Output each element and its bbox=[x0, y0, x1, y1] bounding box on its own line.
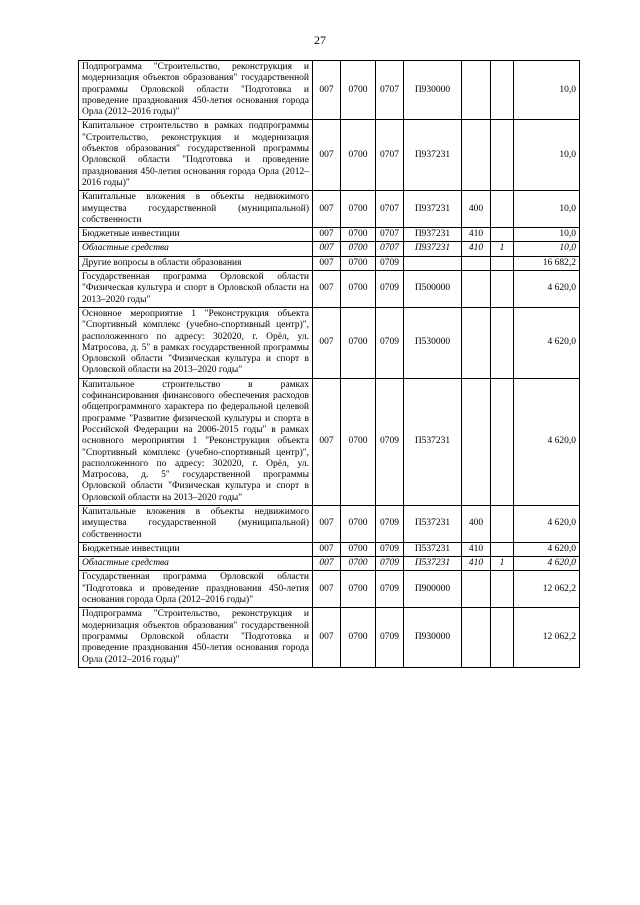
row-description: Бюджетные инвестиции bbox=[79, 542, 313, 556]
row-funding-source bbox=[491, 608, 514, 667]
row-department-code: 007 bbox=[313, 608, 341, 667]
row-expense-type: 410 bbox=[462, 228, 491, 242]
row-subsection-code: 0709 bbox=[376, 307, 404, 378]
table-row bbox=[79, 557, 580, 571]
row-target-article bbox=[404, 256, 462, 270]
row-department-code: 007 bbox=[313, 307, 341, 378]
table-row bbox=[79, 120, 580, 191]
row-subsection-code: 0707 bbox=[376, 228, 404, 242]
row-description: Основное мероприятие 1 "Реконструкция объекта "Спортивный комплекс (учебно-спортивный центр)", расположенного по адресу: 302020, г. Орёл, ул. Матросова, д. 5" в рамках государственной программы Орловской области "Физическая культура и спорт в Орловской области на 2013–2020 годы" bbox=[79, 307, 313, 378]
row-subsection-code: 0707 bbox=[376, 242, 404, 256]
row-funding-source: 1 bbox=[491, 242, 514, 256]
row-target-article: П937231 bbox=[404, 228, 462, 242]
row-section-code: 0700 bbox=[341, 378, 376, 505]
row-section-code: 0700 bbox=[341, 242, 376, 256]
row-amount: 12 062,2 bbox=[514, 571, 580, 608]
row-section-code: 0700 bbox=[341, 571, 376, 608]
row-description: Капитальное строительство в рамках подпрограммы "Строительство, реконструкция и модернизация объектов образования" государственной программы Орловской области "Подготовка и проведение празднования 450-летия основания города Орла (2012–2016 годы)" bbox=[79, 120, 313, 191]
table-row bbox=[79, 571, 580, 608]
row-target-article: П900000 bbox=[404, 571, 462, 608]
row-expense-type: 400 bbox=[462, 505, 491, 542]
row-subsection-code: 0707 bbox=[376, 120, 404, 191]
row-department-code: 007 bbox=[313, 505, 341, 542]
row-department-code: 007 bbox=[313, 571, 341, 608]
row-target-article: П937231 bbox=[404, 120, 462, 191]
row-department-code: 007 bbox=[313, 228, 341, 242]
row-department-code: 007 bbox=[313, 256, 341, 270]
row-section-code: 0700 bbox=[341, 120, 376, 191]
row-expense-type: 410 bbox=[462, 557, 491, 571]
row-description: Областные средства bbox=[79, 242, 313, 256]
row-subsection-code: 0709 bbox=[376, 542, 404, 556]
row-funding-source bbox=[491, 571, 514, 608]
row-department-code: 007 bbox=[313, 61, 341, 120]
row-section-code: 0700 bbox=[341, 256, 376, 270]
row-subsection-code: 0709 bbox=[376, 505, 404, 542]
row-expense-type: 410 bbox=[462, 542, 491, 556]
row-description: Капитальные вложения в объекты недвижимого имущества государственной (муниципальной) собственности bbox=[79, 191, 313, 228]
budget-table-body bbox=[79, 61, 580, 668]
row-subsection-code: 0709 bbox=[376, 256, 404, 270]
row-description: Областные средства bbox=[79, 557, 313, 571]
row-section-code: 0700 bbox=[341, 505, 376, 542]
row-funding-source bbox=[491, 191, 514, 228]
row-amount: 10,0 bbox=[514, 120, 580, 191]
row-target-article: П537231 bbox=[404, 557, 462, 571]
row-amount: 10,0 bbox=[514, 242, 580, 256]
row-section-code: 0700 bbox=[341, 228, 376, 242]
table-row bbox=[79, 307, 580, 378]
row-target-article: П500000 bbox=[404, 271, 462, 308]
row-description: Капитальные вложения в объекты недвижимого имущества государственной (муниципальной) собственности bbox=[79, 505, 313, 542]
row-target-article: П937231 bbox=[404, 191, 462, 228]
row-subsection-code: 0707 bbox=[376, 191, 404, 228]
row-amount: 4 620,0 bbox=[514, 557, 580, 571]
row-amount: 4 620,0 bbox=[514, 271, 580, 308]
row-amount: 4 620,0 bbox=[514, 542, 580, 556]
row-expense-type: 410 bbox=[462, 242, 491, 256]
row-funding-source bbox=[491, 61, 514, 120]
row-department-code: 007 bbox=[313, 557, 341, 571]
row-amount: 10,0 bbox=[514, 191, 580, 228]
row-target-article: П930000 bbox=[404, 608, 462, 667]
row-funding-source bbox=[491, 505, 514, 542]
table-row bbox=[79, 271, 580, 308]
row-subsection-code: 0709 bbox=[376, 271, 404, 308]
table-row bbox=[79, 61, 580, 120]
row-department-code: 007 bbox=[313, 120, 341, 191]
table-row bbox=[79, 228, 580, 242]
row-section-code: 0700 bbox=[341, 61, 376, 120]
table-row bbox=[79, 256, 580, 270]
row-section-code: 0700 bbox=[341, 542, 376, 556]
row-amount: 4 620,0 bbox=[514, 505, 580, 542]
row-amount: 16 682,2 bbox=[514, 256, 580, 270]
table-row bbox=[79, 191, 580, 228]
row-subsection-code: 0709 bbox=[376, 378, 404, 505]
row-funding-source bbox=[491, 256, 514, 270]
row-subsection-code: 0709 bbox=[376, 571, 404, 608]
row-description: Государственная программа Орловской области "Подготовка и проведение празднования 450-летия основания города Орла (2012–2016 годы)" bbox=[79, 571, 313, 608]
table-row bbox=[79, 505, 580, 542]
row-funding-source bbox=[491, 307, 514, 378]
row-amount: 4 620,0 bbox=[514, 378, 580, 505]
row-section-code: 0700 bbox=[341, 557, 376, 571]
row-description: Подпрограмма "Строительство, реконструкция и модернизация объектов образования" государственной программы Орловской области "Подготовка и проведение празднования 450-летия основания города Орла (2012–2016 годы)" bbox=[79, 608, 313, 667]
row-subsection-code: 0709 bbox=[376, 608, 404, 667]
row-section-code: 0700 bbox=[341, 191, 376, 228]
row-amount: 10,0 bbox=[514, 61, 580, 120]
row-funding-source bbox=[491, 228, 514, 242]
table-row bbox=[79, 242, 580, 256]
row-section-code: 0700 bbox=[341, 608, 376, 667]
table-row bbox=[79, 542, 580, 556]
row-description: Государственная программа Орловской области "Физическая культура и спорт в Орловской области на 2013–2020 годы" bbox=[79, 271, 313, 308]
table-row bbox=[79, 378, 580, 505]
page-number: 27 bbox=[314, 33, 326, 47]
row-department-code: 007 bbox=[313, 542, 341, 556]
row-expense-type bbox=[462, 120, 491, 191]
budget-table bbox=[78, 60, 580, 668]
row-funding-source bbox=[491, 542, 514, 556]
row-target-article: П937231 bbox=[404, 242, 462, 256]
row-department-code: 007 bbox=[313, 271, 341, 308]
row-department-code: 007 bbox=[313, 378, 341, 505]
row-expense-type bbox=[462, 307, 491, 378]
row-expense-type bbox=[462, 256, 491, 270]
row-subsection-code: 0707 bbox=[376, 61, 404, 120]
row-description: Капитальное строительство в рамках софинансирования финансового обеспечения расходов общепрограммного характера по федеральной целевой программе "Развитие физической культуры и спорта в Российской Федерации на 2006-2015 годы" в рамках основного мероприятия 1 "Реконструкция объекта "Спортивный комплекс (учебно-спортивный центр)", расположенного по адресу: 302020, г. Орёл, ул. Матросова, д. 5" государственной программы Орловской области "Физическая культура и спорт в Орловской области на 2013–2020 годы" bbox=[79, 378, 313, 505]
row-description: Бюджетные инвестиции bbox=[79, 228, 313, 242]
row-expense-type bbox=[462, 608, 491, 667]
row-section-code: 0700 bbox=[341, 307, 376, 378]
row-expense-type bbox=[462, 61, 491, 120]
row-section-code: 0700 bbox=[341, 271, 376, 308]
row-target-article: П537231 bbox=[404, 505, 462, 542]
row-funding-source bbox=[491, 378, 514, 505]
row-target-article: П930000 bbox=[404, 61, 462, 120]
row-expense-type bbox=[462, 271, 491, 308]
row-department-code: 007 bbox=[313, 242, 341, 256]
row-funding-source bbox=[491, 271, 514, 308]
row-target-article: П530000 bbox=[404, 307, 462, 378]
table-row bbox=[79, 608, 580, 667]
row-description: Подпрограмма "Строительство, реконструкция и модернизация объектов образования" государственной программы Орловской области "Подготовка и проведение празднования 450-летия основания города Орла (2012–2016 годы)" bbox=[79, 61, 313, 120]
row-target-article: П537231 bbox=[404, 542, 462, 556]
row-expense-type bbox=[462, 378, 491, 505]
row-amount: 12 062,2 bbox=[514, 608, 580, 667]
row-description: Другие вопросы в области образования bbox=[79, 256, 313, 270]
row-funding-source: 1 bbox=[491, 557, 514, 571]
row-amount: 4 620,0 bbox=[514, 307, 580, 378]
row-amount: 10,0 bbox=[514, 228, 580, 242]
row-funding-source bbox=[491, 120, 514, 191]
row-target-article: П537231 bbox=[404, 378, 462, 505]
row-expense-type bbox=[462, 571, 491, 608]
row-department-code: 007 bbox=[313, 191, 341, 228]
row-expense-type: 400 bbox=[462, 191, 491, 228]
row-subsection-code: 0709 bbox=[376, 557, 404, 571]
